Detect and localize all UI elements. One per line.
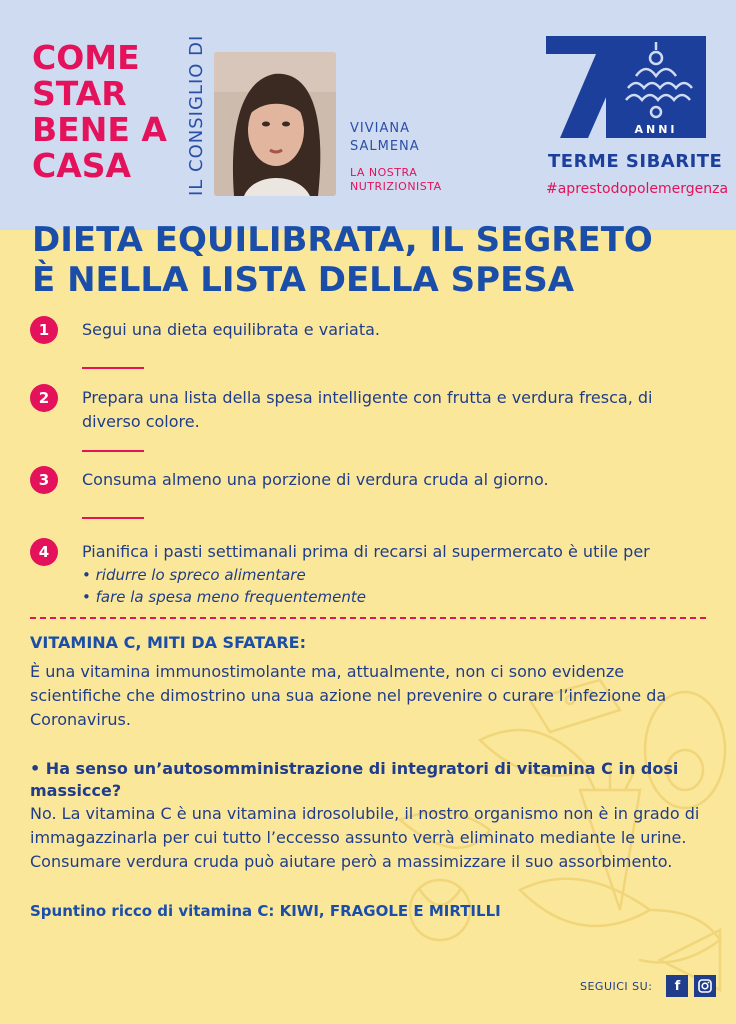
role-line: LA NOSTRA	[350, 166, 418, 179]
title-line: BENE A	[32, 110, 167, 149]
social-footer	[580, 975, 716, 997]
tip-separator	[82, 367, 144, 369]
vitamin-question: • Ha senso un’autosomministrazione di integratori di vitamina C in dosi massicce?	[30, 759, 679, 800]
come-star-bene-a-casa-title	[32, 40, 192, 184]
vitamin-answer: No. La vitamina C è una vitamina idrosolubile, il nostro organismo non è in grado di immagazzinarla per cui tutto l’eccesso assunto verrà eliminato mediante le urine. Consumare verdura cruda può aiutare però a massimizzare il suo assorbimento.	[30, 804, 700, 871]
vitamin-c-section	[30, 632, 720, 920]
facebook-icon[interactable]: f	[666, 975, 688, 997]
vitamin-snack: Spuntino ricco di vitamina C: KIWI, FRAGOLE E MIRTILLI	[30, 902, 501, 920]
vertical-label: IL CONSIGLIO DI	[186, 34, 207, 196]
page-title	[32, 220, 653, 300]
dotted-divider	[30, 617, 706, 619]
tip-bullet: • fare la spesa meno frequentemente	[82, 588, 367, 606]
tip-text-block	[82, 540, 712, 608]
70-anni-logo	[540, 32, 710, 142]
nutritionist-credit	[350, 120, 442, 194]
tip-text: Prepara una lista della spesa intelligente con frutta e verdura fresca, di diverso colore.	[82, 388, 653, 431]
tip-number-badge: 2	[30, 384, 58, 412]
nutritionist-photo	[214, 52, 336, 196]
title-line: È NELLA LISTA DELLA SPESA	[32, 260, 575, 300]
nutritionist-name-first: VIVIANA	[350, 121, 410, 136]
hashtag: #aprestodopolemergenza	[546, 181, 729, 197]
tip-separator	[82, 517, 144, 519]
tip-number-badge: 4	[30, 538, 58, 566]
vitamin-heading: VITAMINA C, MITI DA SFATARE:	[30, 633, 307, 652]
tip-text: Pianifica i pasti settimanali prima di recarsi al supermercato è utile per	[82, 542, 650, 561]
title-line: DIETA EQUILIBRATA, IL SEGRETO	[32, 220, 653, 260]
vitamin-intro: È una vitamina immunostimolante ma, attualmente, non ci sono evidenze scientifiche che dimostrino una sua azione nel prevenire o curare l’infezione da Coronavirus.	[30, 662, 667, 729]
tip-separator	[82, 450, 144, 452]
logo-anni-text: ANNI	[634, 123, 678, 136]
instagram-icon[interactable]	[694, 975, 716, 997]
role-line: NUTRIZIONISTA	[350, 180, 442, 193]
title-line: COME	[32, 38, 140, 77]
nutritionist-name-last: SALMENA	[350, 139, 420, 154]
tip-text: Consuma almeno una porzione di verdura cruda al giorno.	[82, 470, 549, 489]
nutritionist-role	[350, 166, 442, 194]
tip-number-badge: 3	[30, 466, 58, 494]
title-line: CASA	[32, 146, 132, 185]
social-label: SEGUICI SU:	[580, 979, 653, 993]
tip-text: Segui una dieta equilibrata e variata.	[82, 320, 380, 339]
brand-name: TERME SIBARITE	[548, 151, 723, 172]
tip-bullet: • ridurre lo spreco alimentare	[82, 566, 306, 584]
title-line: STAR	[32, 74, 127, 113]
tip-number-badge: 1	[30, 316, 58, 344]
